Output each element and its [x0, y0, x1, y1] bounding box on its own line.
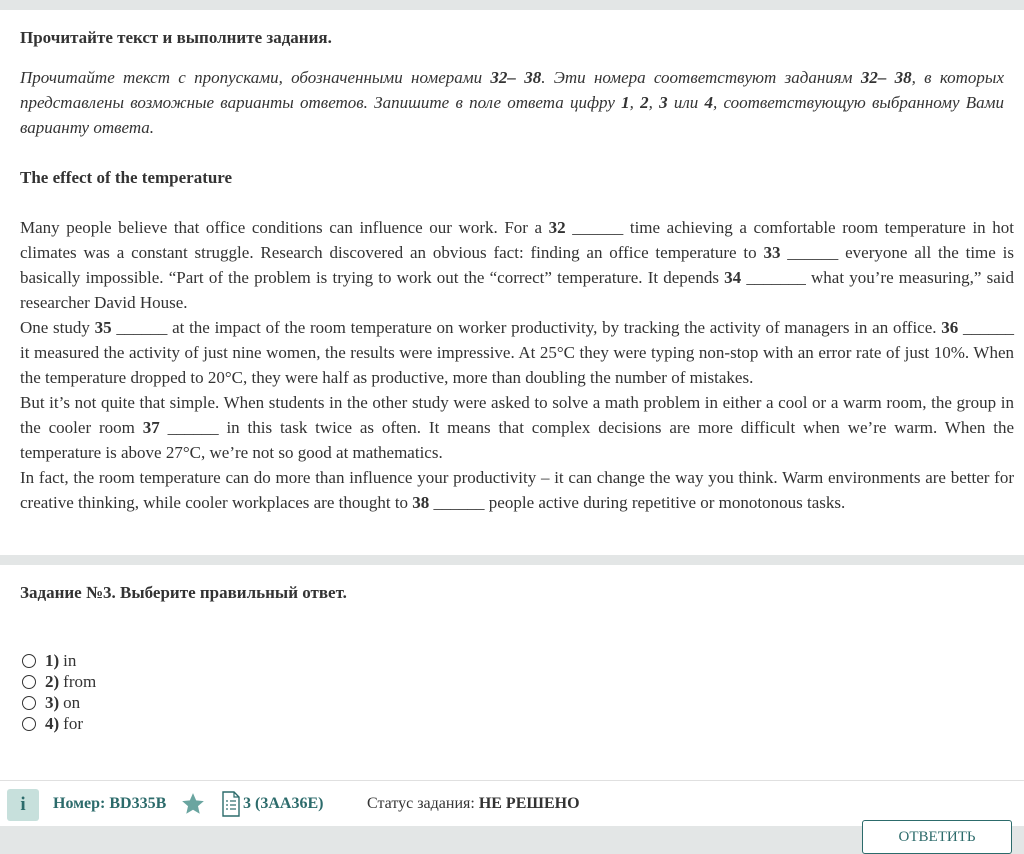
gap-number: 38: [412, 493, 430, 512]
radio-button[interactable]: [22, 696, 36, 710]
instructions-text: Прочитайте текст с пропусками, обозначенными номерами 32– 38. Эти номера соответствуют заданиям 32– 38, в которых представлены возможные варианты ответов. Запишите в поле ответа цифру 1, 2, 3 или 4, соответствующую выбранному Вами варианту ответа.: [20, 68, 1005, 137]
top-strip: [0, 0, 1024, 10]
radio-button[interactable]: [22, 654, 36, 668]
gap-number: 32: [548, 218, 566, 237]
star-icon[interactable]: [180, 791, 206, 817]
passage-title: The effect of the temperature: [20, 168, 233, 187]
answer-option-3[interactable]: 3) on: [20, 692, 96, 713]
radio-button[interactable]: [22, 717, 36, 731]
task-number: Номер: BD335B: [53, 795, 167, 812]
passage-paragraph: But it’s not quite that simple. When students in the other study were asked to solve a math problem in either a cool or a warm room, the group in the cooler room 37 ______ in this task twice as often. It means that complex decisions are more difficult when we’re warm. When the temperature is above 27°C, we’re not so good at mathematics.: [20, 393, 1014, 462]
answer-option-4[interactable]: 4) for: [20, 713, 96, 734]
gap-number: 35: [94, 318, 112, 337]
info-button[interactable]: i: [7, 789, 39, 821]
text-panel: [0, 10, 1024, 555]
answer-options: [20, 650, 96, 734]
gap-number: 36: [941, 318, 959, 337]
answer-option-1[interactable]: 1) in: [20, 650, 96, 671]
task-document-icon[interactable]: [221, 791, 241, 817]
status-value: НЕ РЕШЕНО: [478, 795, 580, 812]
answer-option-2[interactable]: 2) from: [20, 671, 96, 692]
task-variant-link[interactable]: 3 (3AA36E): [243, 795, 324, 812]
passage-text: [20, 215, 1014, 515]
gap-number: 33: [763, 243, 781, 262]
passage-paragraph: One study 35 ______ at the impact of the room temperature on worker productivity, by tracking the activity of managers in an office. 36 ______ it measured the activity of just nine women, the results were impressive. At 25°C they were typing non-stop with an error rate of just 10%. When the temperature dropped to 20°C, they were half as productive, more than doubling the number of mistakes.: [20, 318, 1014, 387]
passage-paragraph: Many people believe that office conditions can influence our work. For a 32 ______ time achieving a comfortable room temperature in hot climates was a constant struggle. Research discovered an obvious fact: finding an office temperature to 33 ______ everyone all the time is basically impossible. “Part of the problem is trying to work out the “correct” temperature. It depends 34 _______ what you’re measuring,” said researcher David House.: [20, 218, 1014, 312]
task-status: Статус задания: НЕ РЕШЕНО: [367, 795, 580, 812]
gap-number: 34: [724, 268, 742, 287]
question-heading: Задание №3. Выберите правильный ответ.: [20, 583, 347, 602]
answer-button[interactable]: ОТВЕТИТЬ: [862, 820, 1012, 854]
instructions-heading: Прочитайте текст и выполните задания.: [20, 28, 332, 47]
question-panel: [0, 565, 1024, 780]
radio-button[interactable]: [22, 675, 36, 689]
passage-paragraph: In fact, the room temperature can do more than influence your productivity – it can change the way you think. Warm environments are better for creative thinking, while cooler workplaces are thought to 38 ______ people active during repetitive or monotonous tasks.: [20, 468, 1014, 512]
gap-number: 37: [142, 418, 160, 437]
